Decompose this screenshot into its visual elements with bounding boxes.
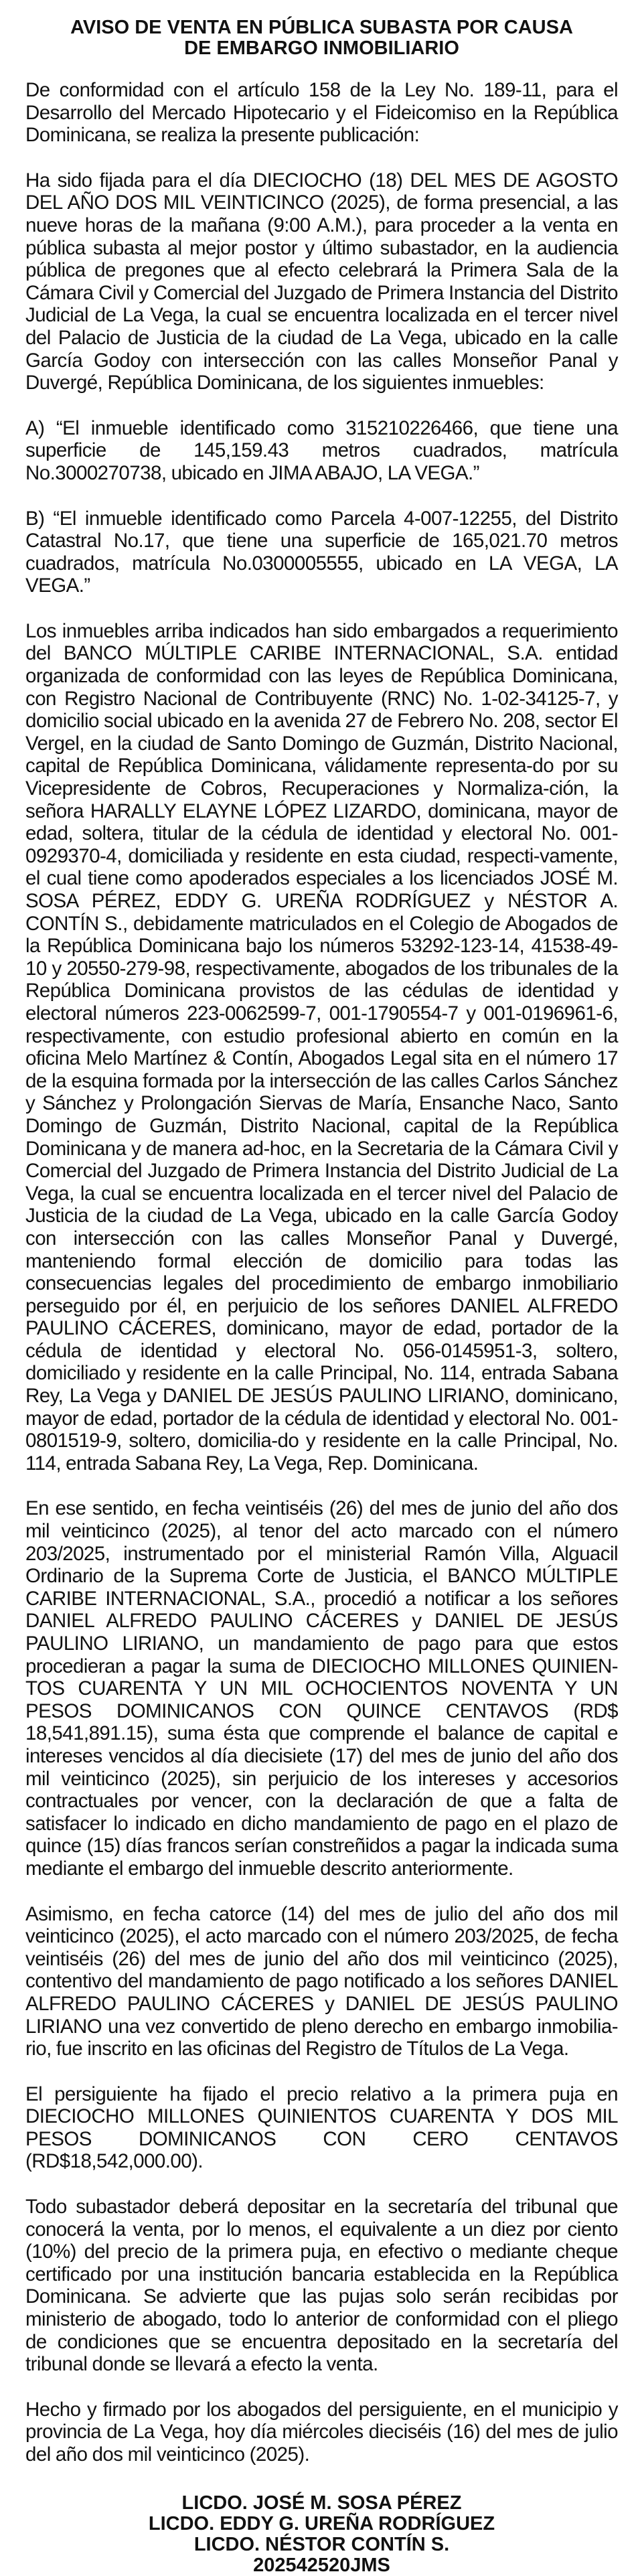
paragraph-property-a: A) “El inmueble identificado como 315210226466, que tiene una superficie de 145,159.43 metros cuadrados, matrícula No.3000270738, ubicado en JIMA ABAJO, LA VEGA.”: [25, 416, 618, 484]
notice-title-line-1: AVISO DE VENTA EN PÚBLICA SUBASTA POR CAUSA: [70, 17, 573, 38]
paragraph-property-b: B) “El inmueble identificado como Parcela 4-007-12255, del Distrito Catastral No.17, que tiene una superficie de 165,021.70 metros cuadrados, matrícula No.0300005555, ubicado en LA VEGA, LA VEGA.”: [25, 507, 618, 597]
signature-block: [25, 2493, 618, 2576]
paragraph-starting-price: El persiguiente ha fijado el precio relativo a la primera puja en DIECIOCHO MILLONES QUINIENTOS CUARENTA Y DOS MIL PESOS DOMINICANOS CON CERO CENTAVOS (RD$18,542,000.00).: [25, 2082, 618, 2173]
paragraph-payment-order: En ese sentido, en fecha veintiséis (26) del mes de junio del año dos mil veinticinco (2025), al tenor del acto marcado con el número 203/2025, instrumentado por el ministerial Ramón Villa, Alguacil Ordinario de la Suprema Corte de Justicia, el BANCO MÚLTIPLE CARIBE INTERNACIONAL, S.A., procedió a notificar a los señores DANIEL ALFREDO PAULINO CÁCERES y DANIEL DE JESÚS PAULINO LIRIANO, un mandamiento de pago para que estos procedieran a pagar la suma de DIECIOCHO MILLONES QUINIEN-TOS CUARENTA Y UN MIL OCHOCIENTOS NOVENTA Y UN PESOS DOMINICANOS CON QUINCE CENTAVOS (RD$ 18,541,891.15), suma ésta que comprende el balance de capital e intereses vencidos al día diecisiete (17) del mes de junio del año dos mil veinticinco (2025), sin perjuicio de los intereses y accesorios contractuales por vencer, con la declaración de que a falta de satisfacer lo indicado en dicho mandamiento de pago en el plazo de quince (15) días francos serían constreñidos a pagar la indicada suma mediante el embargo del inmueble descrito anteriormente.: [25, 1497, 618, 1880]
paragraph-signed-date: Hecho y firmado por los abogados del persiguiente, en el municipio y provincia de La Vega, hoy día miércoles dieciséis (16) del mes de julio del año dos mil veinticinco (2025).: [25, 2398, 618, 2466]
paragraph-seizing-party: Los inmuebles arriba indicados han sido embargados a requerimiento del BANCO MÚLTIPLE CARIBE INTERNACIONAL, S.A. entidad organizada de conformidad con las leyes de República Dominicana, con Registro Nacional de Contribuyente (RNC) No. 1-02-34125-7, y domicilio social ubicado en la avenida 27 de Febrero No. 208, sector El Vergel, en la ciudad de Santo Domingo de Guzmán, Distrito Nacional, capital de República Dominicana, válidamente representa-do por su Vicepresidente de Cobros, Recuperaciones y Normaliza-ción, la señora HARALLY ELAYNE LÓPEZ LIZARDO, dominicana, mayor de edad, soltera, titular de la cédula de identidad y electoral No. 001-0929370-4, domiciliada y residente en esta ciudad, respecti-vamente, el cual tiene como apoderados especiales a los licenciados JOSÉ M. SOSA PÉREZ, EDDY G. UREÑA RODRÍGUEZ y NÉSTOR A. CONTÍN S., debidamente matriculados en el Colegio de Abogados de la República Dominicana bajo los números 53292-123-14, 41538-49-10 y 20550-279-98, respectivamente, abogados de los tribunales de la República Dominicana provistos de las cédulas de identidad y electoral números 223-0062599-7, 001-1790554-7 y 001-0196961-6, respectivamente, con estudio profesional abierto en común en la oficina Melo Martínez & Contín, Abogados Legal sita en el número 17 de la esquina formada por la intersección de las calles Carlos Sánchez y Sánchez y Prolongación Siervas de María, Ensanche Naco, Santo Domingo de Guzmán, Distrito Nacional, capital de la República Dominicana y de manera ad-hoc, en la Secretaria de la Cámara Civil y Comercial del Juzgado de Primera Instancia del Distrito Judicial de La Vega, la cual se encuentra localizada en el tercer nivel del Palacio de Justicia de la ciudad de La Vega, ubicado en la calle García Godoy con intersección con las calles Monseñor Panal y Duvergé, manteniendo formal elección de domicilio para todas las consecuencias legales del procedimiento de embargo inmobiliario perseguido por él, en perjuicio de los señores DANIEL ALFREDO PAULINO CÁCERES, dominicano, mayor de edad, portador de la cédula de identidad y electoral No. 056-0145951-3, soltero, domiciliado y residente en la calle Principal, No. 114, entrada Sabana Rey, La Vega y DANIEL DE JESÚS PAULINO LIRIANO, dominicano, mayor de edad, portador de la cédula de identidad y electoral No. 001-0801519-9, soltero, domicilia-do y residente en la calle Principal, No. 114, entrada Sabana Rey, La Vega, Rep. Dominicana.: [25, 619, 618, 1474]
signature-lawyer-3: LICDO. NÉSTOR CONTÍN S.: [193, 2533, 450, 2555]
publication-code: 202542520JMS: [253, 2554, 390, 2576]
paragraph-deposit-terms: Todo subastador deberá depositar en la secretaría del tribunal que conocerá la venta, por lo menos, el equivalente a un diez por ciento (10%) del precio de la primera puja, en efectivo o mediante cheque certificado por una institución bancaria establecida en la República Dominicana. Se advierte que las pujas solo serán recibidas por ministerio de abogado, todo lo anterior de conformidad con el pliego de condiciones que se encuentra depositado en la secretaría del tribunal donde se llevará a efecto la venta.: [25, 2196, 618, 2376]
signature-lawyer-1: LICDO. JOSÉ M. SOSA PÉREZ: [181, 2492, 462, 2514]
notice-title: [25, 17, 618, 59]
paragraph-registration: Asimismo, en fecha catorce (14) del mes de julio del año dos mil veinticinco (2025), el acto marcado con el número 203/2025, de fecha veintiséis (26) del mes de junio del año dos mil veinticinco (2025), contentivo del mandamiento de pago notificado a los señores DANIEL ALFREDO PAULINO CÁCERES y DANIEL DE JESÚS PAULINO LIRIANO una vez convertido de pleno derecho en embargo inmobilia-rio, fue inscrito en las oficinas del Registro de Títulos de La Vega.: [25, 1902, 618, 2060]
paragraph-legal-basis: De conformidad con el artículo 158 de la Ley No. 189-11, para el Desarrollo del Mercado Hipotecario y el Fideicomiso en la República Dominicana, se realiza la presente publicación:: [25, 79, 618, 147]
paragraph-auction-date: Ha sido fijada para el día DIECIOCHO (18) DEL MES DE AGOSTO DEL AÑO DOS MIL VEINTICINCO (2025), de forma presencial, a las nueve horas de la mañana (9:00 A.M.), para proceder a la venta en pública subasta al mejor postor y último subastador, en la audiencia pública de pregones que al efecto celebrará la Primera Sala de la Cámara Civil y Comercial del Juzgado de Primera Instancia del Distrito Judicial de La Vega, la cual se encuentra localizada en el tercer nivel del Palacio de Justicia de la ciudad de La Vega, ubicado en la calle García Godoy con intersección con las calles Monseñor Panal y Duvergé, República Dominicana, de los siguientes inmuebles:: [25, 169, 618, 394]
notice-title-line-2: DE EMBARGO INMOBILIARIO: [184, 37, 459, 59]
signature-lawyer-2: LICDO. EDDY G. UREÑA RODRÍGUEZ: [148, 2512, 495, 2534]
